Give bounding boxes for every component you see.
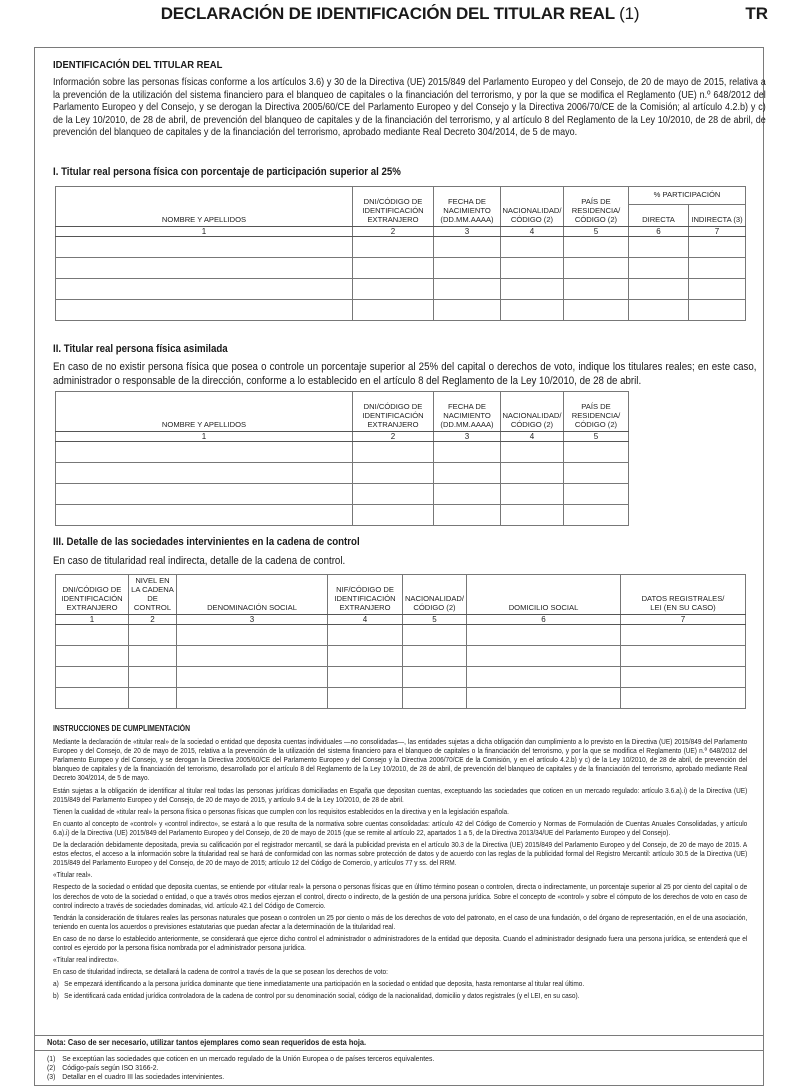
footnotes bbox=[47, 1054, 434, 1082]
col-number: 7 bbox=[689, 227, 746, 237]
name-cell[interactable] bbox=[56, 505, 353, 526]
dni-cell[interactable] bbox=[353, 279, 434, 300]
table-row bbox=[56, 646, 746, 667]
birth-date-cell[interactable] bbox=[434, 258, 501, 279]
instructions bbox=[53, 724, 747, 1003]
dni-cell[interactable] bbox=[353, 300, 434, 321]
section-1-title: I. Titular real persona física con porcentaje de participación superior al 25% bbox=[53, 166, 401, 178]
col-number: 2 bbox=[353, 227, 434, 237]
col-header-birth-line: (DD.MM.AAAA) bbox=[440, 420, 494, 429]
title-footnote-ref: (1) bbox=[619, 4, 640, 23]
residence-cell[interactable] bbox=[564, 237, 629, 258]
col-header-dni-line: DNI/CÓDIGO DE bbox=[363, 402, 423, 411]
instruction-paragraph: Respecto de la sociedad o entidad que deposita cuentas, se entiende por «titular real» la persona o personas físicas que en último término posean o controlen, directa o indirectamente, un porcentaje superior al 25 por ciento del capital o de los derechos de voto de la sociedad o entidad, o que a través otros medios ejerzan el control, directo o indirecto, de la gestión de una persona jurídica. Sobre el concepto de «control» y sobre el cómputo de los derechos de voto en caso de control indirecto a través de sociedades dominadas, vid. artículo 42.1 del Código de Comercio. bbox=[53, 882, 748, 910]
table-row bbox=[56, 300, 746, 321]
instruction-list-item bbox=[53, 979, 747, 988]
col-header-nationality-line: CÓDIGO (2) bbox=[413, 603, 456, 612]
name-cell[interactable] bbox=[56, 300, 353, 321]
birth-date-cell[interactable] bbox=[434, 505, 501, 526]
col-header-nif-line: NIF/CÓDIGO DE bbox=[336, 585, 394, 594]
col-header-dni-line: EXTRANJERO bbox=[66, 603, 118, 612]
col-header-residence-line: CÓDIGO (2) bbox=[574, 215, 618, 224]
section-3-description: En caso de titularidad real indirecta, detalle de la cadena de control. bbox=[53, 555, 346, 567]
col-number: 1 bbox=[56, 615, 129, 625]
col-header-birth-line: NACIMIENTO bbox=[443, 206, 491, 215]
col-header-nationality-line: NACIONALIDAD/ bbox=[404, 594, 465, 603]
col-header-dni-line: EXTRANJERO bbox=[367, 420, 419, 429]
footnote-marker: (2) bbox=[47, 1063, 56, 1073]
col-header-dni-line: DNI/CÓDIGO DE bbox=[62, 585, 122, 594]
birth-date-cell[interactable] bbox=[434, 442, 501, 463]
name-cell[interactable] bbox=[56, 258, 353, 279]
registry-cell[interactable] bbox=[621, 667, 746, 688]
col-header-name: NOMBRE Y APELLIDOS bbox=[56, 187, 353, 227]
col-header-birth-line: NACIMIENTO bbox=[443, 411, 491, 420]
name-cell[interactable] bbox=[56, 279, 353, 300]
residence-cell[interactable] bbox=[564, 442, 629, 463]
col-header-dni-line: EXTRANJERO bbox=[367, 215, 419, 224]
nationality-cell[interactable] bbox=[501, 505, 564, 526]
col-header-nationality-line: CÓDIGO (2) bbox=[510, 420, 554, 429]
dni-cell[interactable] bbox=[353, 484, 434, 505]
col-header-direct: DIRECTA bbox=[629, 205, 689, 227]
footnote bbox=[47, 1063, 434, 1072]
col-number: 6 bbox=[467, 615, 621, 625]
col-number: 1 bbox=[56, 227, 353, 237]
col-header-birth-line: FECHA DE bbox=[448, 197, 486, 206]
nationality-cell[interactable] bbox=[501, 463, 564, 484]
instruction-paragraph: Están sujetas a la obligación de identificar al titular real todas las personas jurídicas domiciliadas en España que depositan cuentas, exceptuando las sociedades que coticen en un mercado regulado: artículo 3.6.a).i) de la Directiva (UE) 2015/849 del Parlamento Europeo y del Consejo, de 20 de mayo de 2015, y artículo 9.4 de la Ley 10/2010, de 28 de abril. bbox=[53, 785, 748, 804]
col-header-residence-line: RESIDENCIA/ bbox=[571, 206, 621, 215]
list-text: Se identificará cada entidad jurídica controladora de la cadena de control por su denominación social, código de la nacionalidad, domicilio y datos registrales (y el LEI, en su caso). bbox=[64, 991, 580, 1001]
instruction-paragraph: De la declaración debidamente depositada, previa su calificación por el registrador mercantil, se dará la publicidad prevista en el artículo 30.3 de la Directiva (UE) 2015/849 del Parlamento Europeo y del Consejo, de 20 de mayo de 2015. A estos efectos, el acceso a la información sobre la titularidad real se hará de conformidad con las normas sobre protección de datos y de acuerdo con las reglas de la publicidad formal del Registro Mercantil: artículo 30.5 de la Directiva (UE) 2015/849 del Parlamento Europeo y del Consejo, de 20 de mayo de 2015; artículo 12 del Código de Comercio, y artículos 77 y ss. del RRM. bbox=[53, 840, 748, 868]
col-number: 2 bbox=[129, 615, 177, 625]
direct-pct-cell[interactable] bbox=[629, 258, 689, 279]
section-3-table bbox=[55, 574, 746, 709]
col-number: 3 bbox=[434, 432, 501, 442]
col-header-dni-line: IDENTIFICACIÓN bbox=[61, 594, 123, 603]
col-header-company-name: DENOMINACIÓN SOCIAL bbox=[177, 575, 328, 615]
col-header-registry-line: LEI (EN SU CASO) bbox=[650, 603, 716, 612]
name-cell[interactable] bbox=[56, 442, 353, 463]
dni-cell[interactable] bbox=[56, 667, 129, 688]
divider bbox=[35, 1035, 763, 1036]
footnote-text: Se exceptúan las sociedades que coticen en un mercado regulado de la Unión Europea o de países terceros equivalentes. bbox=[62, 1054, 435, 1063]
instruction-list-item bbox=[53, 991, 747, 1000]
dni-cell[interactable] bbox=[56, 625, 129, 646]
indirect-pct-cell[interactable] bbox=[689, 237, 746, 258]
address-cell[interactable] bbox=[467, 646, 621, 667]
company-name-cell[interactable] bbox=[177, 646, 328, 667]
control-level-cell[interactable] bbox=[129, 688, 177, 709]
col-header-address: DOMICILIO SOCIAL bbox=[467, 575, 621, 615]
list-marker: a) bbox=[53, 979, 59, 989]
nif-cell[interactable] bbox=[328, 646, 403, 667]
instruction-paragraph: En caso de titularidad indirecta, se detallará la cadena de control a través de la que se posean los derechos de voto: bbox=[53, 967, 388, 977]
instruction-paragraph: Tendrán la consideración de titulares reales las personas naturales que posean o controlen un 25 por ciento o más de los derechos de voto del patronato, en el caso de una fundación, o del órgano de representación, en el de una asociación, teniendo en cuenta los acuerdos o previsiones estatutarias que puedan afectar a la determinación de la titularidad real. bbox=[53, 912, 748, 931]
col-number: 6 bbox=[629, 227, 689, 237]
instruction-subheading: «Titular real indirecto». bbox=[53, 955, 119, 965]
company-name-cell[interactable] bbox=[177, 667, 328, 688]
col-header-residence-line: RESIDENCIA/ bbox=[571, 411, 621, 420]
col-header-dni-line: DNI/CÓDIGO DE bbox=[363, 197, 423, 206]
instruction-paragraph: En caso de no darse lo establecido anteriormente, se considerará que ejerce dicho control el administrador o administradores de la entidad que deposita. Cuando el administrador designado fuera una persona jurídica, se entenderá que el control es ejercido por la persona física nombrada por el administrador persona jurídica. bbox=[53, 933, 748, 952]
table-row bbox=[56, 667, 746, 688]
col-header-nationality-line: CÓDIGO (2) bbox=[510, 215, 554, 224]
col-header-residence-line: PAÍS DE bbox=[581, 402, 611, 411]
nationality-cell[interactable] bbox=[403, 688, 467, 709]
col-header-birth bbox=[434, 392, 501, 432]
table-row bbox=[56, 625, 746, 646]
section-3-title: III. Detalle de las sociedades intervinientes en la cadena de control bbox=[53, 536, 360, 548]
col-header-residence bbox=[564, 187, 629, 227]
dni-cell[interactable] bbox=[56, 646, 129, 667]
col-number: 5 bbox=[564, 432, 629, 442]
nationality-cell[interactable] bbox=[501, 279, 564, 300]
list-marker: b) bbox=[53, 991, 59, 1001]
company-name-cell[interactable] bbox=[177, 688, 328, 709]
nif-cell[interactable] bbox=[328, 625, 403, 646]
nationality-cell[interactable] bbox=[403, 646, 467, 667]
divider bbox=[35, 1050, 763, 1051]
col-number: 5 bbox=[403, 615, 467, 625]
col-number: 5 bbox=[564, 227, 629, 237]
col-header-birth-line: FECHA DE bbox=[448, 402, 486, 411]
col-header-indirect: INDIRECTA (3) bbox=[689, 205, 746, 227]
indirect-pct-cell[interactable] bbox=[689, 258, 746, 279]
address-cell[interactable] bbox=[467, 688, 621, 709]
company-name-cell[interactable] bbox=[177, 625, 328, 646]
nationality-cell[interactable] bbox=[501, 300, 564, 321]
col-header-nif bbox=[328, 575, 403, 615]
name-cell[interactable] bbox=[56, 484, 353, 505]
col-header-residence bbox=[564, 392, 629, 432]
footnote bbox=[47, 1054, 434, 1063]
registry-cell[interactable] bbox=[621, 688, 746, 709]
col-header-dni-line: IDENTIFICACIÓN bbox=[362, 206, 424, 215]
footnote-text: Código-país según ISO 3166-2. bbox=[62, 1063, 159, 1073]
note: Nota: Caso de ser necesario, utilizar tantos ejemplares como sean requeridos de esta hoja. bbox=[47, 1038, 367, 1047]
birth-date-cell[interactable] bbox=[434, 463, 501, 484]
col-header-nationality-line: NACIONALIDAD/ bbox=[502, 411, 562, 420]
instructions-heading: INSTRUCCIONES DE CUMPLIMENTACIÓN bbox=[53, 724, 191, 733]
dni-cell[interactable] bbox=[353, 505, 434, 526]
section-2-description: En caso de no existir persona física que posea o controle un porcentaje superior al 25% del capital o derechos de voto, indique los titulares reales; en este caso, administrador o responsable de la dirección, conforme a lo establecido en el artículo 8 del Reglamento de la Ley 10/2010, de 28 de abril. bbox=[53, 361, 757, 387]
col-header-participation: % PARTICIPACIÓN bbox=[629, 187, 746, 205]
address-cell[interactable] bbox=[467, 667, 621, 688]
instruction-subheading: «Titular real». bbox=[53, 870, 93, 880]
col-header-nationality bbox=[501, 392, 564, 432]
direct-pct-cell[interactable] bbox=[629, 279, 689, 300]
direct-pct-cell[interactable] bbox=[629, 237, 689, 258]
instruction-paragraph: Tienen la cualidad de «titular real» la persona física o personas físicas que cumplen con los requisitos establecidos en la directiva y en la legislación española. bbox=[53, 806, 509, 816]
footnote-marker: (1) bbox=[47, 1054, 56, 1063]
dni-cell[interactable] bbox=[353, 258, 434, 279]
instruction-paragraph: Mediante la declaración de «titular real» de la sociedad o entidad que deposita cuentas individuales —no consolidadas—, las entidades sujetas a dicha obligación dan cumplimiento a lo previsto en la Directiva (UE) 2015/849 del Parlamento Europeo y del Consejo, de 20 de mayo de 2015, relativa a la prevención de la utilización del sistema financiero para el blanqueo de capitales o la financiación del terrorismo, y por la que se modifica el Reglamento (UE) n.º 648/2012 del Parlamento Europeo y del Consejo, y se derogan la Directiva 2005/60/CE del Parlamento Europeo y del Consejo y la Directiva 2006/70/CE de la Comisión, y en el artículo 4.2.b) y c) de la Ley 10/2010, de 28 de abril, de prevención del blanqueo de capitales y de la financiación del terrorismo, desarrollado por el artículo 8 del Reglamento de la Ley 10/2010, de 28 de abril, de prevención del blanqueo de capitales y de la financiación del terrorismo, aprobado mediante Real Decreto 304/2014, de 5 de mayo. bbox=[53, 737, 748, 783]
col-header-dni bbox=[353, 392, 434, 432]
address-cell[interactable] bbox=[467, 625, 621, 646]
col-header-nationality-line: NACIONALIDAD/ bbox=[502, 206, 562, 215]
residence-cell[interactable] bbox=[564, 300, 629, 321]
col-header-residence-line: PAÍS DE bbox=[581, 197, 611, 206]
residence-cell[interactable] bbox=[564, 279, 629, 300]
col-header-level-line: CONTROL bbox=[133, 603, 172, 612]
nationality-cell[interactable] bbox=[501, 258, 564, 279]
name-cell[interactable] bbox=[56, 237, 353, 258]
nationality-cell[interactable] bbox=[501, 442, 564, 463]
residence-cell[interactable] bbox=[564, 258, 629, 279]
col-number: 4 bbox=[501, 227, 564, 237]
table-row bbox=[56, 442, 629, 463]
indirect-pct-cell[interactable] bbox=[689, 300, 746, 321]
col-header-dni bbox=[353, 187, 434, 227]
birth-date-cell[interactable] bbox=[434, 279, 501, 300]
col-number: 7 bbox=[621, 615, 746, 625]
indirect-pct-cell[interactable] bbox=[689, 279, 746, 300]
control-level-cell[interactable] bbox=[129, 646, 177, 667]
col-header-level-line: NIVEL EN bbox=[135, 576, 170, 585]
col-header-registry bbox=[621, 575, 746, 615]
name-cell[interactable] bbox=[56, 463, 353, 484]
control-level-cell[interactable] bbox=[129, 667, 177, 688]
col-header-control-level bbox=[129, 575, 177, 615]
col-header-birth-line: (DD.MM.AAAA) bbox=[440, 215, 494, 224]
dni-cell[interactable] bbox=[353, 237, 434, 258]
intro-heading: IDENTIFICACIÓN DEL TITULAR REAL bbox=[53, 59, 223, 71]
table-row bbox=[56, 505, 629, 526]
nationality-cell[interactable] bbox=[403, 625, 467, 646]
table-row bbox=[56, 279, 746, 300]
footnote bbox=[47, 1072, 434, 1081]
col-header-nif-line: EXTRANJERO bbox=[339, 603, 391, 612]
col-number: 2 bbox=[353, 432, 434, 442]
residence-cell[interactable] bbox=[564, 505, 629, 526]
control-level-cell[interactable] bbox=[129, 625, 177, 646]
section-2-title: II. Titular real persona física asimilada bbox=[53, 343, 228, 355]
nif-cell[interactable] bbox=[328, 688, 403, 709]
residence-cell[interactable] bbox=[564, 484, 629, 505]
table-row bbox=[56, 688, 746, 709]
section-2-table bbox=[55, 391, 629, 526]
col-header-name: NOMBRE Y APELLIDOS bbox=[56, 392, 353, 432]
col-header-nif-line: IDENTIFICACIÓN bbox=[334, 594, 396, 603]
residence-cell[interactable] bbox=[564, 463, 629, 484]
nationality-cell[interactable] bbox=[501, 484, 564, 505]
table-row bbox=[56, 484, 629, 505]
section-1-table bbox=[55, 186, 746, 321]
dni-cell[interactable] bbox=[353, 442, 434, 463]
col-header-residence-line: CÓDIGO (2) bbox=[574, 420, 618, 429]
col-header-nationality bbox=[501, 187, 564, 227]
page-title-text: DECLARACIÓN DE IDENTIFICACIÓN DEL TITULAR REAL bbox=[160, 4, 615, 23]
instruction-paragraph: En cuanto al concepto de «control» y «control indirecto», se estará a lo que resulta de la normativa sobre cuentas consolidadas: artículo 42 del Código de Comercio y Normas de Formulación de Cuentas Anuales Consolidadas, y artículo 6.a).i) de la Directiva (UE) 2015/849 del Parlamento Europeo y del Consejo, de 20 de mayo de 2015 (que se remite al artículo 22, apartados 1 a 5, de la Directiva 2013/34/UE del Parlamento Europeo y del Consejo). bbox=[53, 818, 748, 837]
footnote-marker: (3) bbox=[47, 1072, 56, 1082]
birth-date-cell[interactable] bbox=[434, 484, 501, 505]
nif-cell[interactable] bbox=[328, 667, 403, 688]
col-header-dni bbox=[56, 575, 129, 615]
footnote-text: Detallar en el cuadro III las sociedades intervinientes. bbox=[62, 1072, 225, 1082]
birth-date-cell[interactable] bbox=[434, 300, 501, 321]
col-header-level-line: DE bbox=[147, 594, 158, 603]
nationality-cell[interactable] bbox=[403, 667, 467, 688]
col-number: 1 bbox=[56, 432, 353, 442]
col-header-nationality bbox=[403, 575, 467, 615]
list-text: Se empezará identificando a la persona jurídica dominante que tiene inmediatamente una participación en la sociedad o entidad que deposita, hasta remontarse al titular real último. bbox=[64, 979, 585, 989]
intro-text: Información sobre las personas físicas conforme a los artículos 3.6) y 30 de la Directiva (UE) 2015/849 del Parlamento Europeo y del Consejo, de 20 de mayo de 2015, relativa a la prevención de la utilización del sistema financiero para el blanqueo de capitales o la financiación del terrorismo, y por la que se modifica el Reglamento (UE) n.º 648/2012 del Parlamento Europeo y del Consejo, y se derogan la Directiva 2005/60/CE del Parlamento Europeo y del Consejo y la Directiva 2006/70/CE de la Comisión; al artículo 4.2.b) y c) de la Ley 10/2010, de 28 de abril, de prevención del blanqueo de capitales y de la financiación del terrorismo, y al artículo 8 del Reglamento de la Ley 10/2010, de 28 de abril, de prevención del blanqueo de capitales y de la financiación del terrorismo, aprobado mediante Real Decreto 304/2014, de 5 de mayo. bbox=[53, 77, 766, 139]
col-number: 4 bbox=[328, 615, 403, 625]
registry-cell[interactable] bbox=[621, 646, 746, 667]
col-header-registry-line: DATOS REGISTRALES/ bbox=[641, 594, 725, 603]
col-header-birth bbox=[434, 187, 501, 227]
table-row bbox=[56, 463, 629, 484]
col-header-level-line: LA CADENA bbox=[131, 585, 174, 594]
col-number: 4 bbox=[501, 432, 564, 442]
col-number: 3 bbox=[434, 227, 501, 237]
table-row bbox=[56, 258, 746, 279]
table-row bbox=[56, 237, 746, 258]
page-title bbox=[0, 4, 800, 24]
dni-cell[interactable] bbox=[56, 688, 129, 709]
col-number: 3 bbox=[177, 615, 328, 625]
nationality-cell[interactable] bbox=[501, 237, 564, 258]
dni-cell[interactable] bbox=[353, 463, 434, 484]
registry-cell[interactable] bbox=[621, 625, 746, 646]
form-code: TR bbox=[745, 4, 768, 23]
direct-pct-cell[interactable] bbox=[629, 300, 689, 321]
birth-date-cell[interactable] bbox=[434, 237, 501, 258]
col-header-dni-line: IDENTIFICACIÓN bbox=[362, 411, 424, 420]
